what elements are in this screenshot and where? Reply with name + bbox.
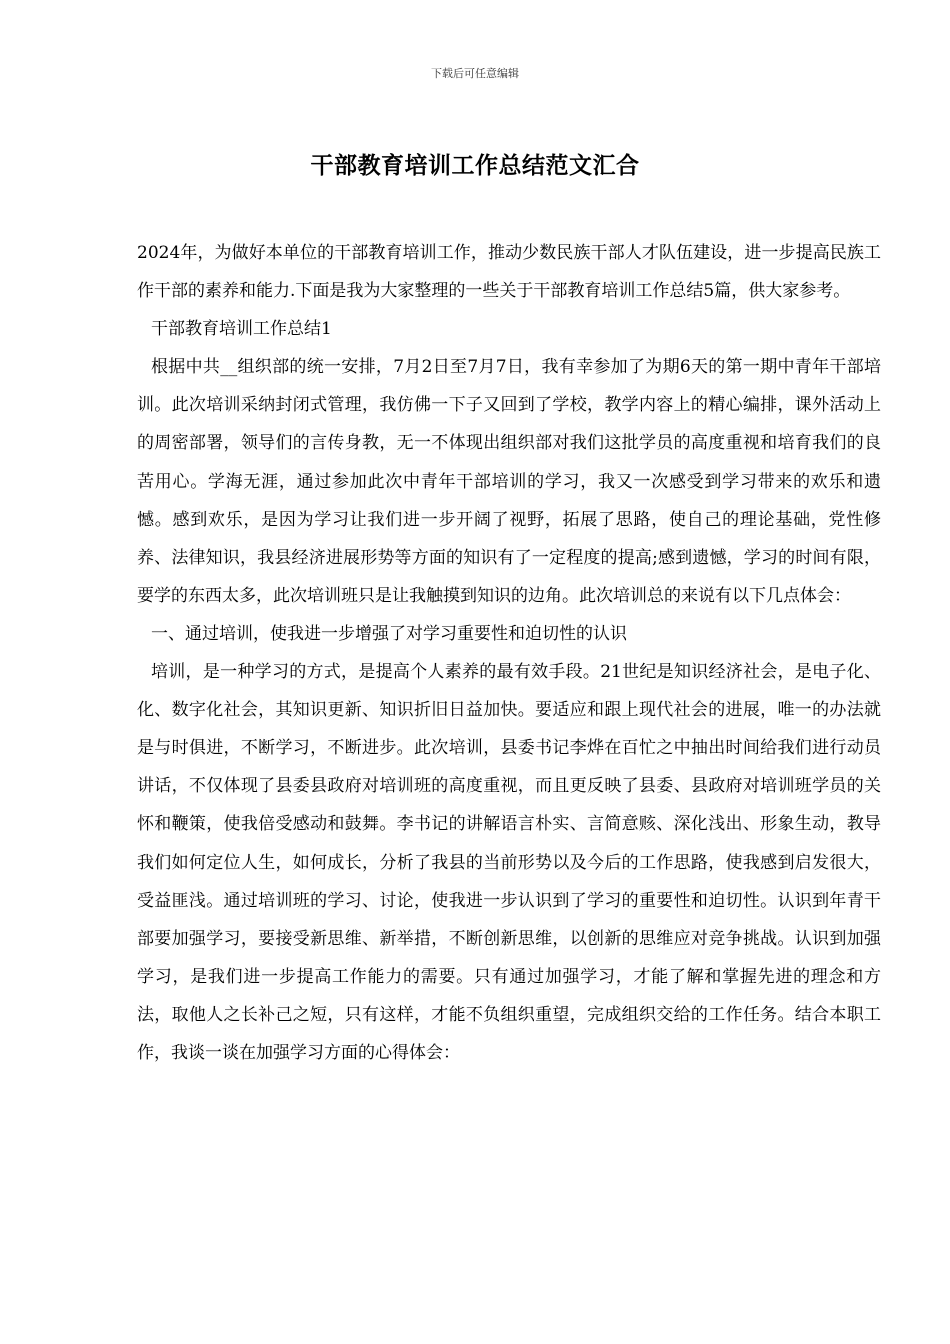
body-paragraph: 根据中共__组织部的统一安排，7月2日至7月7日，我有幸参加了为期6天的第一期中青年干部培训。此次培训采纳封闭式管理，我仿佛一下子又回到了学校，教学内容上的精心编排，课外活动上的周密部署，领导们的言传身教，无一不体现出组织部对我们这批学员的高度重视和培育我们的良苦用心。学海无涯，通过参加此次中青年干部培训的学习，我又一次感受到学习带来的欢乐和遗憾。感到欢乐，是因为学习让我们进一步开阔了视野，拓展了思路，使自己的理论基础，党性修养、法律知识，我县经济进展形势等方面的知识有了一定程度的提高;感到遗憾，学习的时间有限，要学的东西太多，此次培训班只是让我触摸到知识的边角。此次培训总的来说有以下几点体会： bbox=[137, 357, 881, 606]
header-note: 下载后可任意编辑 bbox=[431, 67, 519, 80]
section-heading-summary-1: 干部教育培训工作总结1 bbox=[151, 319, 332, 340]
document-body bbox=[137, 234, 881, 1072]
body-paragraph: 培训，是一种学习的方式，是提高个人素养的最有效手段。21世纪是知识经济社会，是电子化、化、数字化社会，其知识更新、知识折旧日益加快。要适应和跟上现代社会的进展，唯一的办法就是与时俱进，不断学习，不断进步。此次培训，县委书记李烨在百忙之中抽出时间给我们进行动员讲话，不仅体现了县委县政府对培训班的高度重视，而且更反映了县委、县政府对培训班学员的关怀和鞭策，使我倍受感动和鼓舞。李书记的讲解语言朴实、言简意赅、深化浅出、形象生动，教导我们如何定位人生，如何成长，分析了我县的当前形势以及今后的工作思路，使我感到启发很大，受益匪浅。通过培训班的学习、讨论，使我进一步认识到了学习的重要性和迫切性。认识到年青干部要加强学习，要接受新思维、新举措，不断创新思维，以创新的思维应对竞争挑战。认识到加强学习，是我们进一步提高工作能力的需要。只有通过加强学习，才能了解和掌握先进的理念和方法，取他人之长补己之短，只有这样，才能不负组织重望，完成组织交给的工作任务。结合本职工作，我谈一谈在加强学习方面的心得体会： bbox=[137, 662, 881, 1063]
page-title: 干部教育培训工作总结范文汇合 bbox=[310, 153, 640, 179]
intro-paragraph: 2024年，为做好本单位的干部教育培训工作，推动少数民族干部人才队伍建设，进一步提高民族工作干部的素养和能力.下面是我为大家整理的一些关于干部教育培训工作总结5篇，供大家参考。 bbox=[137, 243, 881, 302]
section-heading-point-1: 一、通过培训，使我进一步增强了对学习重要性和迫切性的认识 bbox=[151, 623, 627, 644]
